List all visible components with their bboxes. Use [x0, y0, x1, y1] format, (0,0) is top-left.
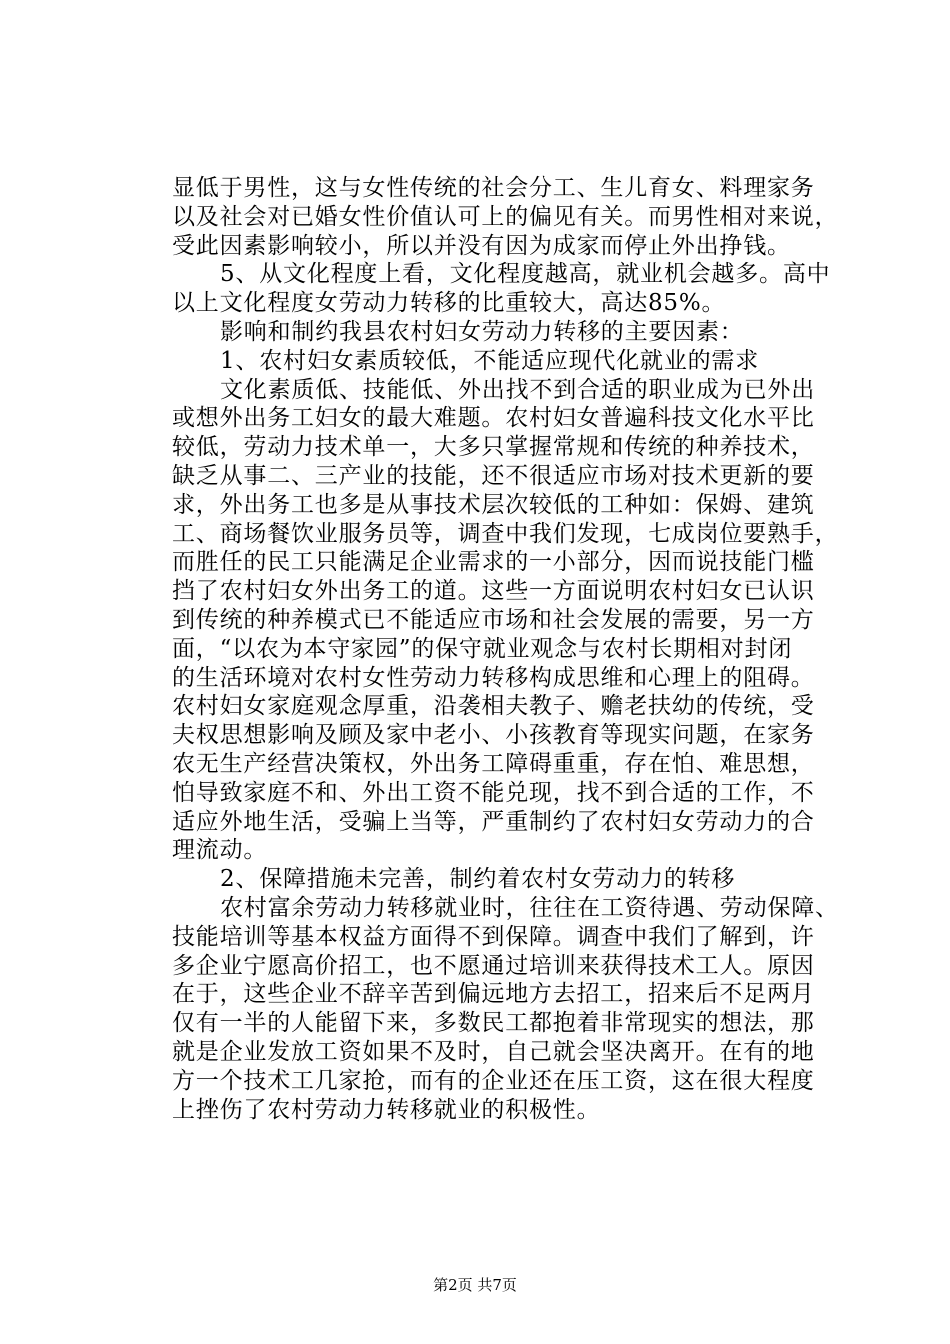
- section-heading-1: 1、农村妇女素质较低，不能适应现代化就业的需求: [220, 347, 760, 374]
- text-line: 技能培训等基本权益方面得不到保障。调查中我们了解到，许: [172, 923, 815, 950]
- text-line: 受此因素影响较小，所以并没有因为成家而停止外出挣钱。: [172, 232, 791, 259]
- page-number-footer: 第2页 共7页: [433, 1276, 517, 1294]
- text-line: 或想外出务工妇女的最大难题。农村妇女普遍科技文化水平比: [172, 405, 815, 432]
- text-line: 工、商场餐饮业服务员等，调查中我们发现，七成岗位要熟手，: [172, 520, 839, 547]
- text-line: 在于，这些企业不辞辛苦到偏远地方去招工，招来后不足两月: [172, 981, 815, 1008]
- text-line: 以及社会对已婚女性价值认可上的偏见有关。而男性相对来说，: [172, 203, 839, 230]
- text-line: 农无生产经营决策权，外出务工障碍重重，存在怕、难思想，: [172, 750, 815, 777]
- text-line: 理流动。: [172, 837, 268, 864]
- text-line: 方一个技术工几家抢，而有的企业还在压工资，这在很大程度: [172, 1067, 815, 1094]
- text-line: 怕导致家庭不和、外出工资不能兑现，找不到合适的工作，不: [172, 779, 815, 806]
- text-line: 上挫伤了农村劳动力转移就业的积极性。: [172, 1096, 601, 1123]
- text-line: 多企业宁愿高价招工，也不愿通过培训来获得技术工人。原因: [172, 952, 815, 979]
- section-heading-2: 2、保障措施未完善，制约着农村女劳动力的转移: [220, 866, 736, 893]
- text-line: 文化素质低、技能低、外出找不到合适的职业成为已外出: [220, 376, 815, 403]
- text-line: 到传统的种养模式已不能适应市场和社会发展的需要，另一方: [172, 606, 815, 633]
- text-line: 适应外地生活，受骗上当等，严重制约了农村妇女劳动力的合: [172, 808, 815, 835]
- text-line: 影响和制约我县农村妇女劳动力转移的主要因素：: [220, 318, 744, 345]
- text-line: 缺乏从事二、三产业的技能，还不很适应市场对技术更新的要: [172, 462, 815, 489]
- text-line: 以上文化程度女劳动力转移的比重较大，高达85%。: [172, 290, 726, 317]
- text-line: 就是企业发放工资如果不及时，自己就会坚决离开。在有的地: [172, 1038, 815, 1065]
- body-text: [172, 174, 839, 1124]
- text-line: 的生活环境对农村女性劳动力转移构成思维和心理上的阻碍。: [172, 664, 815, 691]
- text-line: 显低于男性，这与女性传统的社会分工、生儿育女、料理家务: [172, 175, 815, 201]
- text-line: 5、从文化程度上看，文化程度越高，就业机会越多。高中: [220, 261, 831, 288]
- text-line: 面，“以农为本守家园”的保守就业观念与农村长期相对封闭: [172, 635, 793, 662]
- text-line: 而胜任的民工只能满足企业需求的一小部分，因而说技能门槛: [172, 549, 815, 576]
- text-line: 夫权思想影响及顾及家中老小、小孩教育等现实问题，在家务: [172, 722, 815, 749]
- text-line: 较低，劳动力技术单一，大多只掌握常规和传统的种养技术，: [172, 434, 815, 461]
- text-line: 仅有一半的人能留下来，多数民工都抱着非常现实的想法，那: [172, 1010, 815, 1037]
- text-line: 求，外出务工也多是从事技术层次较低的工种如：保姆、建筑: [172, 491, 815, 518]
- text-line: 农村富余劳动力转移就业时，往往在工资待遇、劳动保障、: [220, 894, 839, 921]
- text-line: 挡了农村妇女外出务工的道。这些一方面说明农村妇女已认识: [172, 578, 815, 605]
- text-line: 农村妇女家庭观念厚重，沿袭相夫教子、赡老扶幼的传统，受: [172, 693, 815, 720]
